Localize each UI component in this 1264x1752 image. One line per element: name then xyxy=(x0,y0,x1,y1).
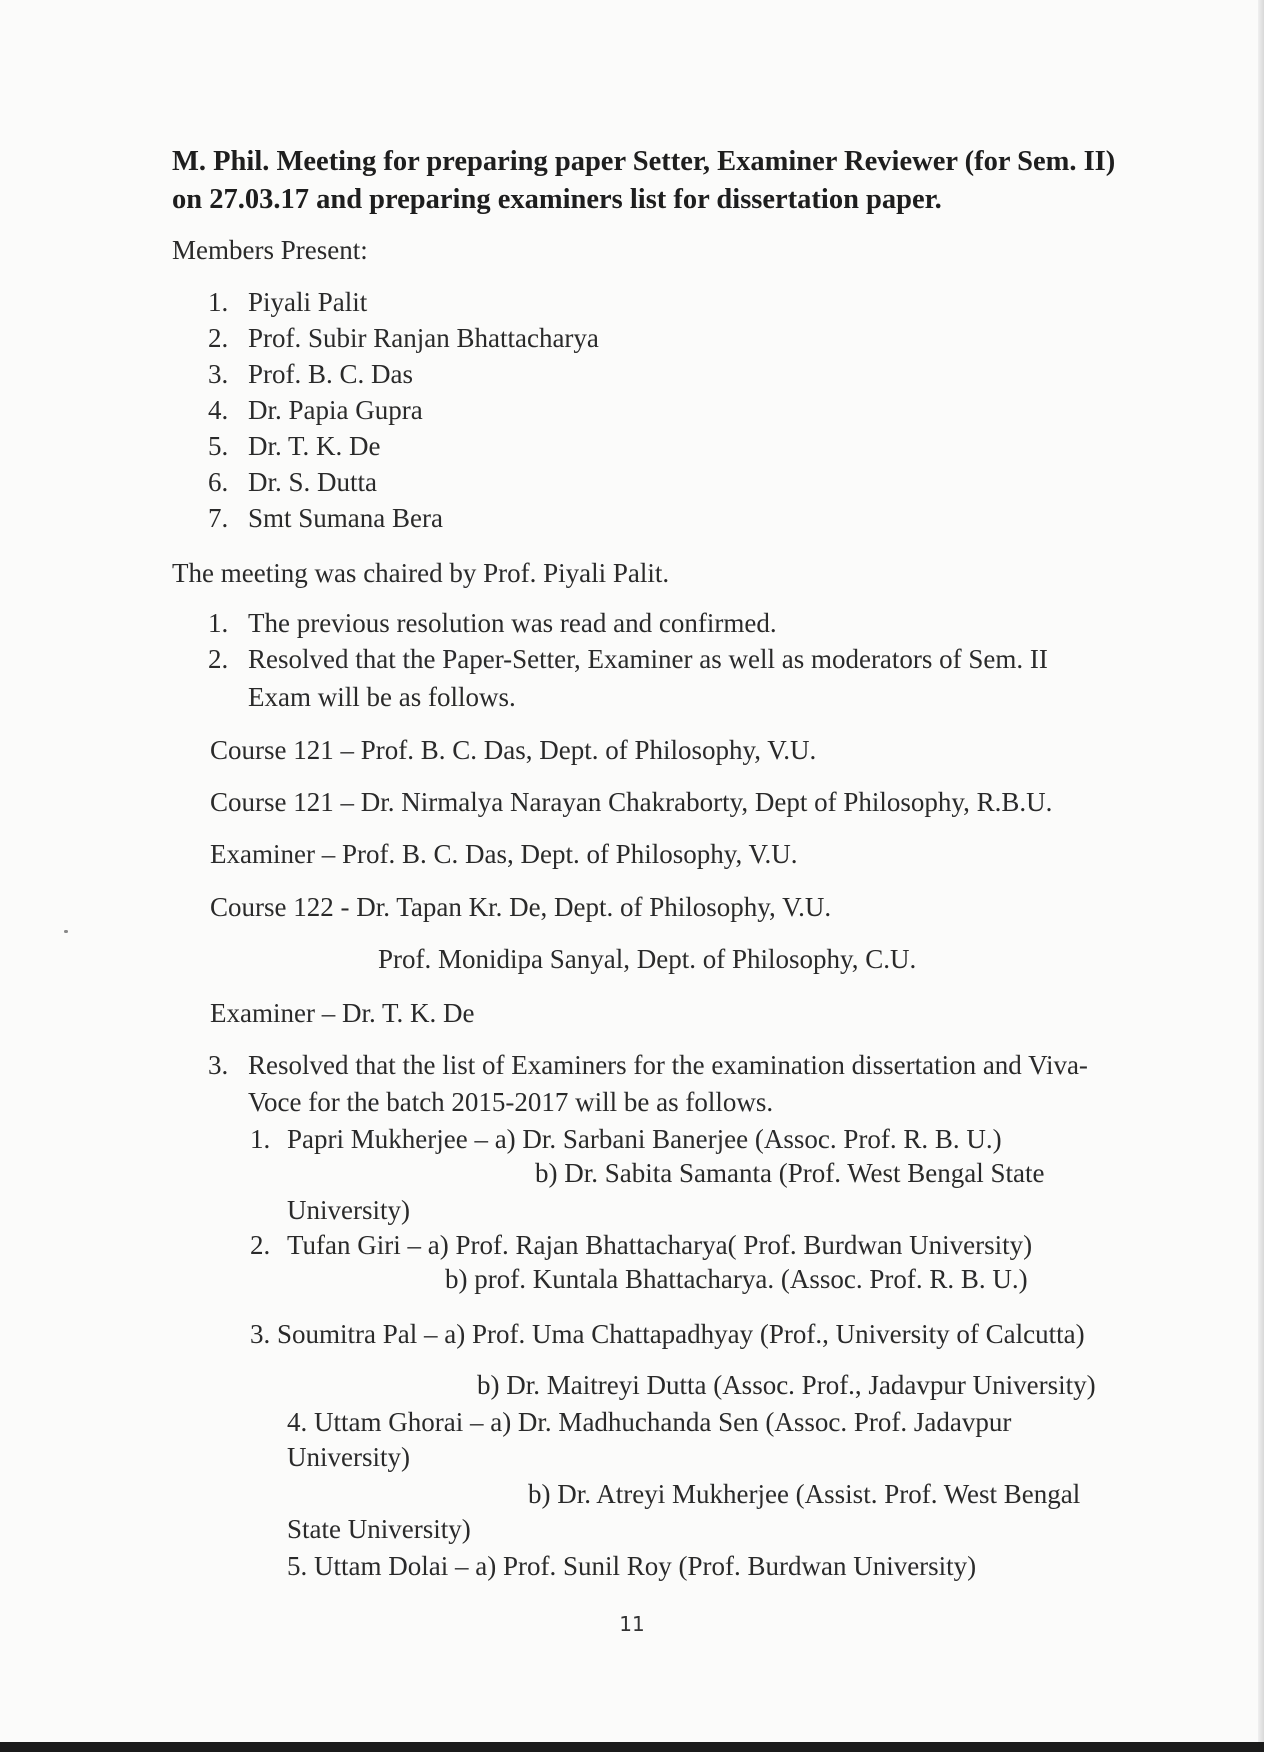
examiner-line: b) prof. Kuntala Bhattacharya. (Assoc. Prof. R. B. U.) xyxy=(445,1264,1028,1294)
assignment-line: Course 122 - Dr. Tapan Kr. De, Dept. of Philosophy, V.U. xyxy=(210,892,832,922)
member-number: 3. xyxy=(208,359,229,389)
examiner-line: State University) xyxy=(287,1514,471,1544)
resolution-item xyxy=(208,1048,1088,1082)
examiner-line: 4. Uttam Ghorai – a) Dr. Madhuchanda Sen (Assoc. Prof. Jadavpur xyxy=(287,1407,1012,1437)
assignment-line: Course 121 – Dr. Nirmalya Narayan Chakraborty, Dept of Philosophy, R.B.U. xyxy=(210,787,1053,817)
member-name: Prof. Subir Ranjan Bhattacharya xyxy=(248,323,599,353)
resolution-number: 3. xyxy=(208,1050,229,1080)
resolution-item xyxy=(208,606,777,640)
scan-speck xyxy=(64,930,68,933)
member-item xyxy=(208,393,423,427)
title-line-2: on 27.03.17 and preparing examiners list for dissertation paper. xyxy=(172,184,942,215)
resolution-text-continued: Exam will be as follows. xyxy=(248,682,516,712)
scan-edge-bottom xyxy=(0,1742,1264,1752)
assignment-line: Examiner – Dr. T. K. De xyxy=(210,998,475,1028)
member-item xyxy=(208,321,599,355)
member-number: 4. xyxy=(208,395,229,425)
member-number: 1. xyxy=(208,287,229,317)
member-name: Dr. T. K. De xyxy=(248,431,381,461)
member-name: Piyali Palit xyxy=(248,287,368,317)
member-number: 6. xyxy=(208,467,229,497)
member-name: Dr. Papia Gupra xyxy=(248,395,423,425)
examiner-line: University) xyxy=(287,1195,410,1225)
page-number: 11 xyxy=(619,1612,645,1636)
examiner-line: Papri Mukherjee – a) Dr. Sarbani Banerjee (Assoc. Prof. R. B. U.) xyxy=(287,1124,1002,1154)
resolution-text: Resolved that the Paper-Setter, Examiner as well as moderators of Sem. II xyxy=(248,644,1048,674)
assignment-line: Examiner – Prof. B. C. Das, Dept. of Philosophy, V.U. xyxy=(210,839,798,869)
scan-edge-right xyxy=(1258,0,1264,1752)
examiner-line: b) Dr. Sabita Samanta (Prof. West Bengal State xyxy=(535,1158,1045,1188)
title-line-1: M. Phil. Meeting for preparing paper Setter, Examiner Reviewer (for Sem. II) xyxy=(172,146,1116,177)
member-number: 2. xyxy=(208,323,229,353)
member-name: Dr. S. Dutta xyxy=(248,467,378,497)
member-number: 7. xyxy=(208,503,229,533)
examiner-line: Tufan Giri – a) Prof. Rajan Bhattacharya( Prof. Burdwan University) xyxy=(287,1230,1033,1260)
resolution-item xyxy=(208,642,1048,676)
examiner-line: 5. Uttam Dolai – a) Prof. Sunil Roy (Prof. Burdwan University) xyxy=(287,1551,977,1581)
member-name: Prof. B. C. Das xyxy=(248,359,414,389)
member-item xyxy=(208,501,443,535)
resolution-number: 2. xyxy=(208,644,229,674)
member-item xyxy=(208,285,367,319)
resolution-number: 1. xyxy=(208,608,229,638)
member-item xyxy=(208,357,413,391)
examiner-line: b) Dr. Atreyi Mukherjee (Assist. Prof. West Bengal xyxy=(528,1479,1081,1509)
resolution-text-continued: Voce for the batch 2015-2017 will be as follows. xyxy=(248,1087,774,1117)
examiner-number: 2. xyxy=(250,1230,271,1260)
member-item xyxy=(208,429,380,463)
examiner-line: 3. Soumitra Pal – a) Prof. Uma Chattapadhyay (Prof., University of Calcutta) xyxy=(250,1319,1085,1349)
examiner-line: b) Dr. Maitreyi Dutta (Assoc. Prof., Jadavpur University) xyxy=(477,1370,1096,1400)
members-heading: Members Present: xyxy=(172,235,368,265)
assignment-line: Course 121 – Prof. B. C. Das, Dept. of Philosophy, V.U. xyxy=(210,735,817,765)
examiner-number: 1. xyxy=(250,1124,271,1154)
resolution-text: Resolved that the list of Examiners for the examination dissertation and Viva- xyxy=(248,1050,1088,1080)
member-item xyxy=(208,465,377,499)
assignment-line: Prof. Monidipa Sanyal, Dept. of Philosophy, C.U. xyxy=(378,944,917,974)
member-number: 5. xyxy=(208,431,229,461)
examiner-line: University) xyxy=(287,1442,410,1472)
chair-text: The meeting was chaired by Prof. Piyali Palit. xyxy=(172,558,670,588)
resolution-text: The previous resolution was read and confirmed. xyxy=(248,608,777,638)
member-name: Smt Sumana Bera xyxy=(248,503,443,533)
